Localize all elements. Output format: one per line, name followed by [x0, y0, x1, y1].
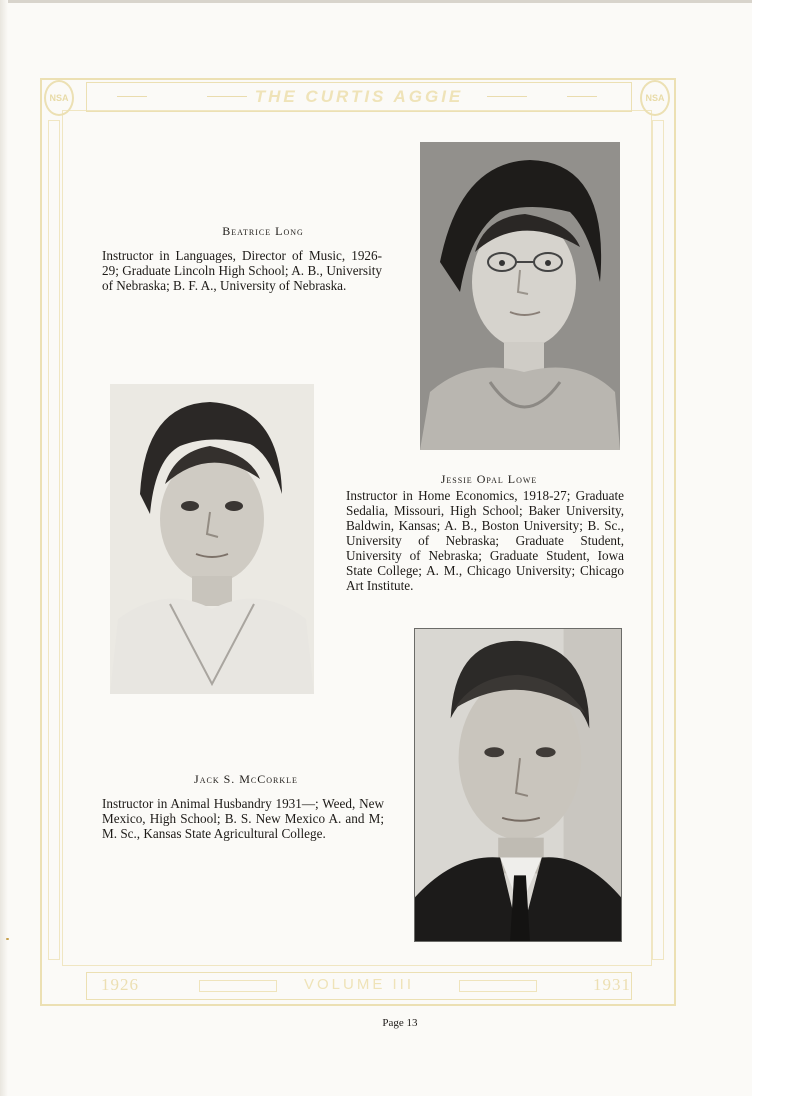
entry-name-jessie-opal-lowe: [418, 472, 560, 487]
monogram-right-emblem: NSA: [640, 80, 670, 116]
right-frame-rail: [652, 120, 664, 960]
entry-name-jack-mccorkle: [170, 772, 322, 787]
header-band: [86, 82, 632, 112]
page-top-edge: [0, 0, 752, 3]
portrait-photo-beatrice-long: [420, 142, 620, 450]
header-ornament-right-2: [567, 96, 597, 97]
faculty-name: Jack S. McCorkle: [194, 772, 298, 786]
book-title: THE CURTIS AGGIE: [254, 87, 464, 106]
faculty-name: Beatrice Long: [222, 224, 304, 238]
portrait-photo-jack-mccorkle: [414, 628, 622, 942]
faculty-name: Jessie Opal Lowe: [440, 472, 538, 486]
faculty-bio: Instructor in Languages, Director of Music, 1926-29; Graduate Lincoln High School; A. B., University of Nebraska; B. F. A., University of Nebraska.: [102, 248, 382, 293]
faculty-bio: Instructor in Home Economics, 1918-27; Graduate Sedalia, Missouri, High School; Baker University, Baldwin, Kansas; A. B., Boston University; B. Sc., University of Nebraska; Graduate Student, University of Nebraska; Graduate Student, Iowa State College; A. M., Chicago University; Chicago Art Institute.: [346, 488, 624, 593]
portrait-photo-jessie-opal-lowe: [110, 384, 314, 694]
footer-year-end: 1931: [593, 975, 631, 994]
page-left-edge: [0, 0, 8, 1096]
left-frame-rail: [48, 120, 60, 960]
faculty-bio: Instructor in Animal Husbandry 1931—; Weed, New Mexico, High School; B. S. New Mexico A. and M; M. Sc., Kansas State Agricultural College.: [102, 796, 384, 841]
footer-band: [86, 972, 632, 1000]
page-right-margin: [752, 0, 800, 1096]
page-number: Page 13: [382, 1017, 418, 1029]
paper-speck: [6, 938, 9, 940]
entry-name-beatrice-long: [182, 224, 344, 239]
header-ornament-right: [487, 96, 527, 97]
footer-year-start: 1926: [101, 975, 139, 994]
monogram-left-emblem: NSA: [44, 80, 74, 116]
footer-ornament-right: [459, 980, 537, 992]
footer-volume: VOLUME III: [303, 976, 415, 993]
